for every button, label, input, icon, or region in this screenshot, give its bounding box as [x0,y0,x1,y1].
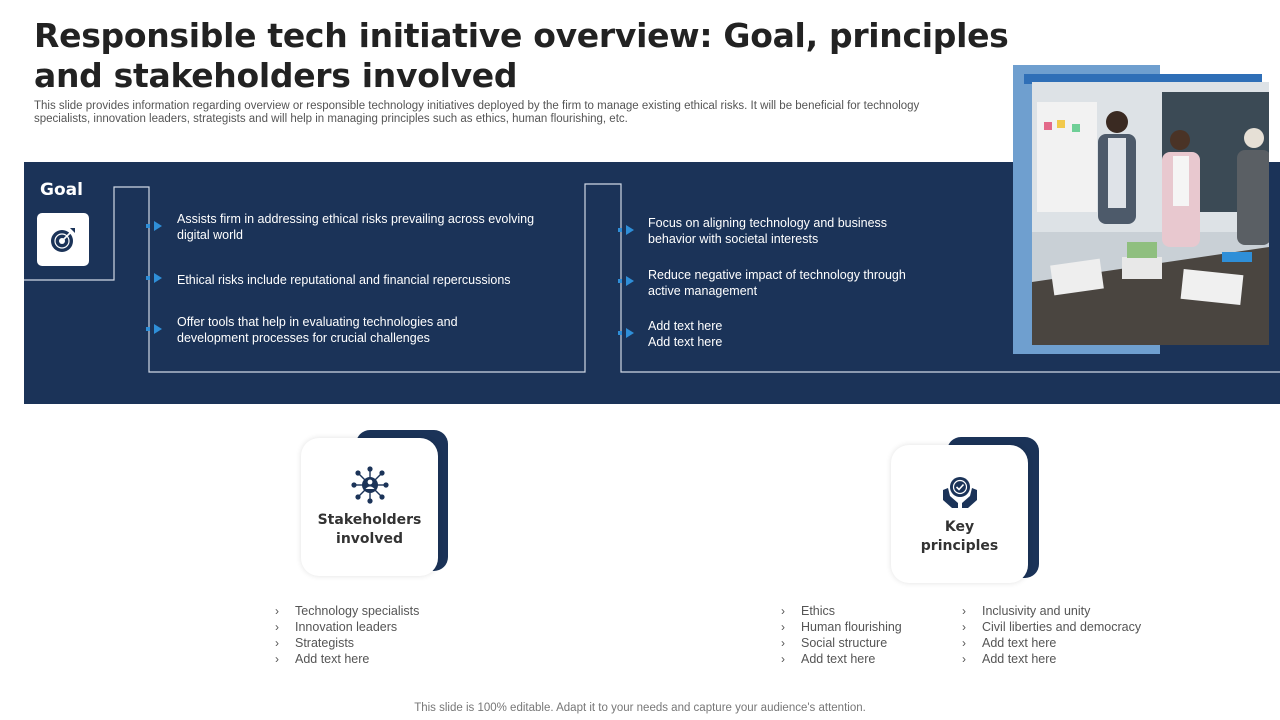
chevron-right-icon: › [781,652,785,666]
chevron-right-icon: › [275,652,279,666]
bullet-arrow-icon [618,328,636,338]
goal-item: Focus on aligning technology and business behavior with societal interests [648,216,888,246]
chevron-right-icon: › [275,636,279,650]
chevron-right-icon: › [781,604,785,618]
list-item: › Technology specialists [275,604,420,618]
bullet-arrow-icon [146,221,164,231]
list-item: › Inclusivity and unity [962,604,1091,618]
list-item: › Add text here [781,652,876,666]
goal-label: Goal [40,180,83,200]
principles-card [891,445,1028,583]
chevron-right-icon: › [275,604,279,618]
team-meeting-photo [1032,82,1269,345]
bullet-arrow-icon [146,324,164,334]
list-item: › Social structure [781,636,888,650]
chevron-right-icon: › [781,636,785,650]
team-meeting-illustration [1032,82,1269,345]
goal-item: Add text here Add text here [648,319,723,349]
chevron-right-icon: › [962,620,966,634]
chevron-right-icon: › [275,620,279,634]
list-item: › Human flourishing [781,620,902,634]
target-icon [48,225,78,255]
list-item: › Innovation leaders [275,620,398,634]
network-people-icon [350,465,390,505]
bullet-arrow-icon [618,276,636,286]
goal-item: Reduce negative impact of technology through active management [648,268,906,298]
page-subtitle: This slide provides information regarding overview or responsible technology initiatives deployed by the firm to manage existing ethical risks. It will be beneficial for technology specialists, innovation leaders, strategists and will help in managing principles such as ethics, human flourishing, etc. [34,100,920,125]
chevron-right-icon: › [962,604,966,618]
chevron-right-icon: › [962,636,966,650]
list-item: › Add text here [962,636,1057,650]
list-item: › Add text here [275,652,370,666]
stakeholders-list [275,603,495,667]
page-title: Responsible tech initiative overview: Goal, principles and stakeholders involved [34,16,1009,95]
principles-list-right [962,603,1182,667]
chevron-right-icon: › [781,620,785,634]
goal-icon-box [37,213,89,266]
goal-item: Ethical risks include reputational and financial repercussions [177,273,511,287]
list-item: › Civil liberties and democracy [962,620,1142,634]
stakeholders-card [301,438,438,576]
principles-list-left [781,603,951,667]
list-item: › Add text here [962,652,1057,666]
list-item: › Strategists [275,636,355,650]
bullet-arrow-icon [146,273,164,283]
principles-title: Key principles [920,519,999,554]
hands-shield-icon [940,472,980,512]
goal-item: Assists firm in addressing ethical risks prevailing across evolving digital world [177,212,535,242]
goal-item: Offer tools that help in evaluating technologies and development processes for crucial challenges [177,315,458,345]
list-item: › Ethics [781,604,836,618]
stakeholders-title: Stakeholders involved [317,512,422,547]
footer-note: This slide is 100% editable. Adapt it to your needs and capture your audience's attention. [414,702,866,714]
bullet-arrow-icon [618,225,636,235]
chevron-right-icon: › [962,652,966,666]
